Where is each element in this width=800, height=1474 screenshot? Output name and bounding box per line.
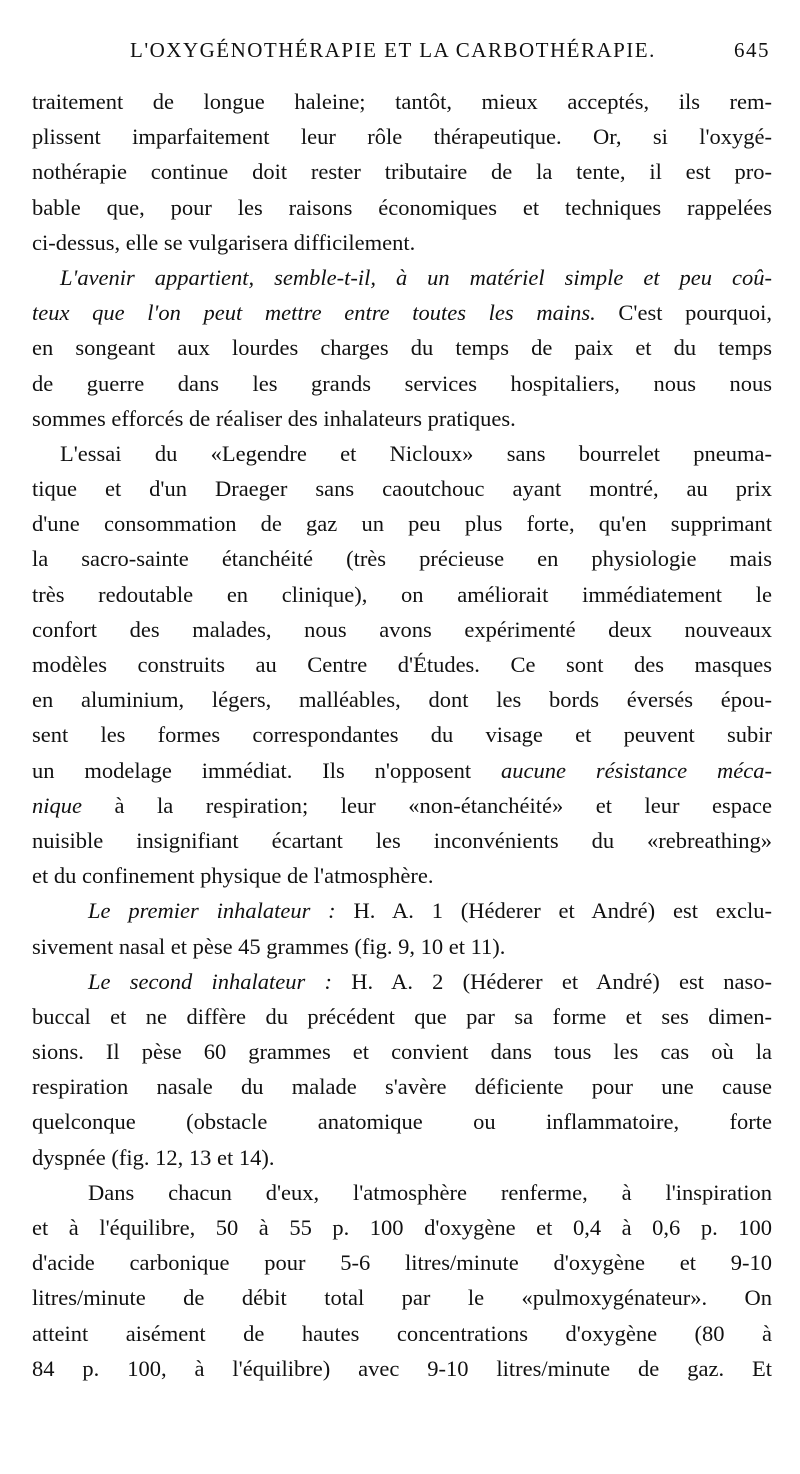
text-line: litres/minute de débit total par le «pulmoxygénateur». On	[32, 1285, 772, 1311]
text-line: très redoutable en clinique), on améliorait immédiatement le	[32, 581, 772, 607]
text-line: et à l'équilibre, 50 à 55 p. 100 d'oxygène et 0,4 à 0,6 p. 100	[32, 1215, 772, 1240]
text-line: nothérapie continue doit rester tributaire de la tente, il est pro-	[32, 159, 772, 185]
text-line: sions. Il pèse 60 grammes et convient dans tous les cas où la	[32, 1039, 772, 1065]
text-line	[32, 788, 772, 823]
text-line: en songeant aux lourdes charges du temps de paix et du temps	[32, 335, 772, 361]
text-line	[32, 893, 772, 928]
page-header	[130, 38, 770, 68]
text-line: sommes efforcés de réaliser des inhalateurs pratiques.	[32, 405, 516, 431]
page-body	[32, 84, 772, 1386]
text-line: confort des malades, nous avons expérimenté deux nouveaux	[32, 616, 772, 642]
text-line: nuisible insignifiant écartant les inconvénients du «rebreathing»	[32, 827, 772, 853]
text-line: et du confinement physique de l'atmosphère.	[32, 863, 434, 889]
text-line: d'acide carbonique pour 5-6 litres/minute d'oxygène et 9-10	[32, 1250, 772, 1276]
text-line: ci-dessus, elle se vulgarisera difficilement.	[32, 229, 416, 255]
text-line: la sacro-sainte étanchéité (très précieuse en physiologie mais	[32, 546, 772, 572]
text-line: traitement de longue haleine; tantôt, mieux acceptés, ils rem-	[32, 89, 772, 114]
text-line: plissent imparfaitement leur rôle thérapeutique. Or, si l'oxygé-	[32, 124, 772, 150]
text-line	[32, 260, 772, 295]
text-line: modèles construits au Centre d'Études. Ce sont des masques	[32, 652, 772, 677]
text-line	[32, 964, 772, 999]
text-span: H. A. 1 (Héderer et André) est exclu-	[335, 898, 773, 924]
text-line: de guerre dans les grands services hospitaliers, nous nous	[32, 370, 772, 396]
text-line: bable que, pour les raisons économiques et techniques rappelées	[32, 194, 772, 220]
text-line: Dans chacun d'eux, l'atmosphère renferme, à l'inspiration	[88, 1179, 772, 1205]
text-span: H. A. 2 (Héderer et André) est naso-	[331, 968, 773, 994]
italic-text: L'avenir appartient, semble-t-il, à un matériel simple et peu coû-	[60, 264, 772, 290]
italic-text: aucune résistance méca-	[501, 757, 772, 783]
text-line: sivement nasal et pèse 45 grammes (fig. 9, 10 et 11).	[32, 933, 506, 959]
italic-text: nique	[32, 792, 82, 818]
text-line: tique et d'un Draeger sans caoutchouc ayant montré, au prix	[32, 476, 772, 502]
text-line: d'une consommation de gaz un peu plus forte, qu'en supprimant	[32, 511, 772, 537]
italic-text: teux que l'on peut mettre entre toutes les mains.	[32, 300, 596, 326]
text-line: buccal et ne diffère du précédent que par sa forme et ses dimen-	[32, 1003, 772, 1029]
text-line: quelconque (obstacle anatomique ou inflammatoire, forte	[32, 1109, 772, 1135]
text-line: respiration nasale du malade s'avère déficiente pour une cause	[32, 1074, 772, 1100]
text-line	[32, 295, 772, 330]
text-line: en aluminium, légers, malléables, dont les bords éversés épou-	[32, 687, 772, 713]
text-line: dyspnée (fig. 12, 13 et 14).	[32, 1144, 275, 1170]
running-title: L'OXYGÉNOTHÉRAPIE ET LA CARBOTHÉRAPIE.	[130, 38, 656, 62]
text-line: 84 p. 100, à l'équilibre) avec 9-10 litres/minute de gaz. Et	[32, 1355, 772, 1381]
page-number: 645	[734, 38, 770, 62]
italic-label: Le premier inhalateur :	[88, 898, 336, 924]
text-line	[32, 753, 772, 788]
text-line: atteint aisément de hautes concentrations d'oxygène (80 à	[32, 1320, 772, 1346]
italic-label: Le second inhalateur :	[88, 968, 332, 994]
text-line: sent les formes correspondantes du visage et peuvent subir	[32, 722, 772, 748]
text-line: L'essai du «Legendre et Nicloux» sans bourrelet pneuma-	[60, 440, 772, 466]
text-span: à la respiration; leur «non-étanchéité» et leur espace	[82, 792, 772, 818]
text-span: C'est pourquoi,	[595, 300, 772, 326]
text-span: un modelage immédiat. Ils n'opposent	[32, 757, 502, 783]
